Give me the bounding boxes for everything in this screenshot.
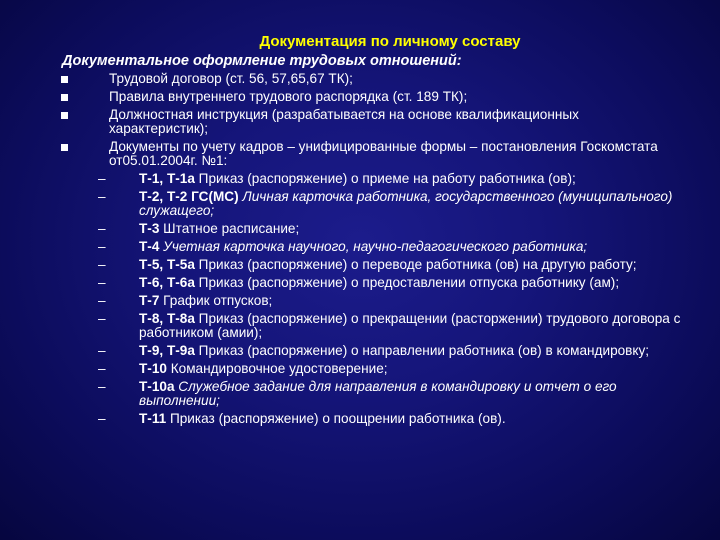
form-description: Приказ (распоряжение) о поощрении работника (ов). bbox=[166, 411, 506, 426]
bullet-text: Правила внутреннего трудового распорядка (ст. 189 ТК); bbox=[109, 89, 468, 104]
form-description: Личная карточка работника, государственного (муниципального) служащего; bbox=[139, 189, 673, 218]
form-code: Т-3 bbox=[139, 221, 160, 236]
dash-marker: – bbox=[98, 275, 106, 290]
dash-marker: – bbox=[98, 171, 106, 186]
form-item bbox=[0, 312, 720, 340]
dash-marker: – bbox=[98, 293, 106, 308]
form-description: Штатное расписание; bbox=[159, 221, 300, 236]
form-item bbox=[0, 380, 720, 408]
bullet-text: Трудовой договор (ст. 56, 57,65,67 ТК); bbox=[109, 71, 353, 86]
bullet-text: Должностная инструкция (разрабатывается на основе квалификационных характеристик); bbox=[109, 107, 579, 136]
dash-marker: – bbox=[98, 311, 106, 326]
form-item bbox=[0, 412, 720, 426]
square-bullet-icon bbox=[61, 112, 68, 119]
form-item bbox=[0, 362, 720, 376]
square-bullet-icon bbox=[61, 144, 68, 151]
square-bullet-icon bbox=[61, 94, 68, 101]
form-item bbox=[0, 222, 720, 236]
content-list bbox=[0, 72, 720, 430]
square-bullet-icon bbox=[61, 76, 68, 83]
dash-marker: – bbox=[98, 343, 106, 358]
form-code: Т-10 bbox=[139, 361, 167, 376]
form-code: Т-1, Т-1а bbox=[139, 171, 195, 186]
form-description: Командировочное удостоверение; bbox=[166, 361, 388, 376]
form-code: Т-2, Т-2 ГС(МС) bbox=[139, 189, 239, 204]
slide-title: Документация по личному составу bbox=[259, 33, 521, 50]
dash-marker: – bbox=[98, 221, 106, 236]
form-description: Приказ (распоряжение) о прекращении (расторжении) трудового договора с работником (амии); bbox=[139, 311, 681, 340]
bullet-item bbox=[0, 140, 720, 168]
dash-marker: – bbox=[98, 361, 106, 376]
form-item bbox=[0, 294, 720, 308]
bullet-item bbox=[0, 72, 720, 86]
form-description: Учетная карточка научного, научно-педагогического работника; bbox=[159, 239, 588, 254]
form-description: Служебное задание для направления в командировку и отчет о его выполнении; bbox=[139, 379, 617, 408]
dash-marker: – bbox=[98, 239, 106, 254]
form-code: Т-10а bbox=[139, 379, 175, 394]
dash-marker: – bbox=[98, 411, 106, 426]
form-code: Т-9, Т-9а bbox=[139, 343, 195, 358]
form-description: Приказ (распоряжение) о направлении работника (ов) в командировку; bbox=[194, 343, 650, 358]
bullet-item bbox=[0, 108, 720, 136]
dash-marker: – bbox=[98, 379, 106, 394]
form-item bbox=[0, 240, 720, 254]
form-code: Т-7 bbox=[139, 293, 160, 308]
form-item bbox=[0, 276, 720, 290]
form-code: Т-4 bbox=[139, 239, 160, 254]
form-code: Т-5, Т-5а bbox=[139, 257, 195, 272]
form-item bbox=[0, 258, 720, 272]
dash-marker: – bbox=[98, 189, 106, 204]
form-description: Приказ (распоряжение) о приеме на работу работника (ов); bbox=[194, 171, 576, 186]
form-description: Приказ (распоряжение) о переводе работника (ов) на другую работу; bbox=[194, 257, 637, 272]
slide-subtitle: Документальное оформление трудовых отношений: bbox=[62, 53, 462, 69]
form-item bbox=[0, 190, 720, 218]
form-item bbox=[0, 344, 720, 358]
form-code: Т-6, Т-6а bbox=[139, 275, 195, 290]
dash-marker: – bbox=[98, 257, 106, 272]
form-item bbox=[0, 172, 720, 186]
form-code: Т-8, Т-8а bbox=[139, 311, 195, 326]
bullet-text: Документы по учету кадров – унифицированные формы – постановления Госкомстата от05.01.2004г. №1: bbox=[109, 139, 658, 168]
form-description: Приказ (распоряжение) о предоставлении отпуска работнику (ам); bbox=[194, 275, 620, 290]
form-description: График отпусков; bbox=[159, 293, 273, 308]
bullet-item bbox=[0, 90, 720, 104]
form-code: Т-11 bbox=[139, 411, 167, 426]
